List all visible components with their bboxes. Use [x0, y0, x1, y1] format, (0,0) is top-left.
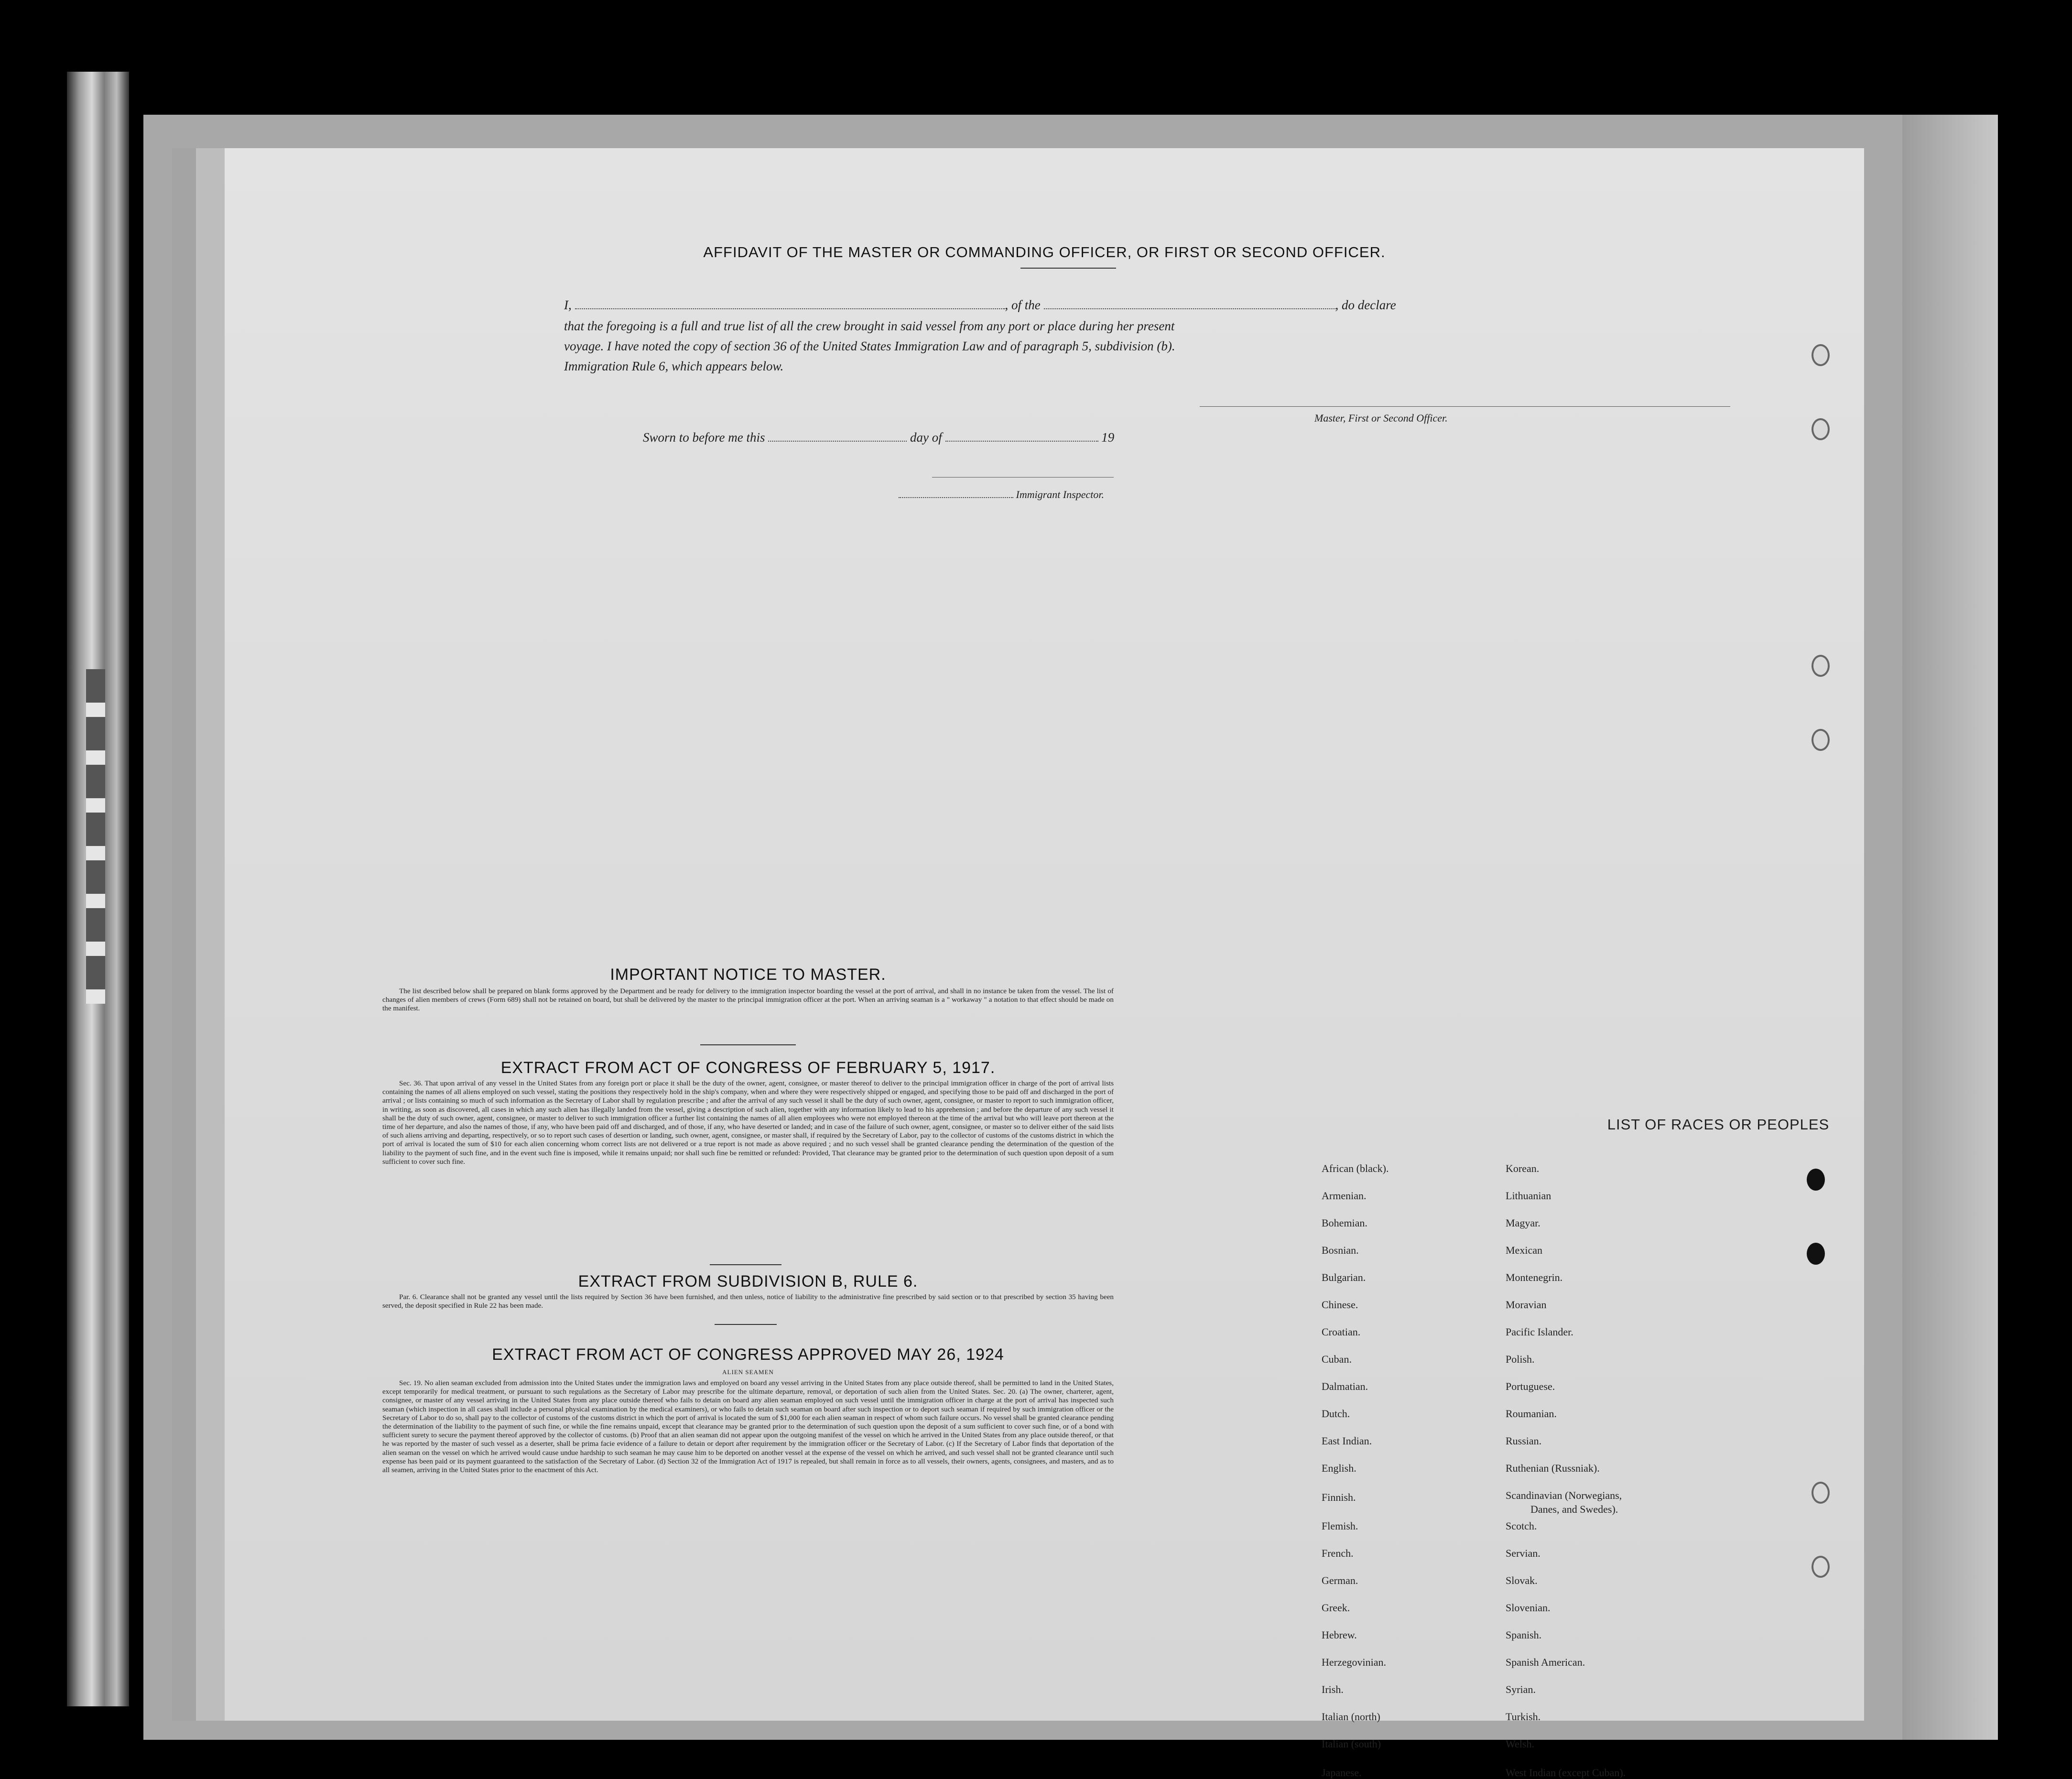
race-item: Spanish American. — [1506, 1656, 1585, 1668]
race-item-continued: Danes, and Swedes). — [1530, 1503, 1618, 1515]
rule-6-body: Par. 6. Clearance shall not be granted any vessel until the lists required by Section 36 have been furnished, and then unless, notice of liability to the administrative fine prescribed by said section or to that prescribed by section 35 having been served, the deposit specified in Rule 22 has been made. — [382, 1293, 1114, 1310]
race-item: Scotch. — [1506, 1520, 1537, 1532]
punch-hole — [1812, 344, 1830, 366]
notice-body: The list described below shall be prepared on blank forms approved by the Department and be ready for delivery to the immigration inspector boarding the vessel at the port of arrival, and shall in no instance be taken from the vessel. The list of changes of alien members of crews (Form 689) shall not be retained on board, but shall be delivered by the master to the principal immigration officer at the port. When an arriving seaman is a " workaway " a notation to that effect should be made on the manifest. — [382, 987, 1114, 1013]
race-item: Bosnian. — [1322, 1244, 1359, 1256]
race-item: Armenian. — [1322, 1190, 1367, 1202]
extract-1924-title: EXTRACT FROM ACT OF CONGRESS APPROVED MAY 26, 1924 — [492, 1345, 1004, 1364]
race-item: Flemish. — [1322, 1520, 1358, 1532]
race-item: African (black). — [1322, 1162, 1389, 1174]
race-item: Italian (north) — [1322, 1711, 1380, 1723]
race-item: Welsh. — [1506, 1738, 1534, 1750]
extract-1917-title: EXTRACT FROM ACT OF CONGRESS OF FEBRUARY 5, 1917. — [500, 1059, 996, 1077]
race-item: Croatian. — [1322, 1326, 1361, 1338]
extract-1917-body: Sec. 36. That upon arrival of any vessel in the United States from any foreign port or place it shall be the duty of the owner, agent, consignee, or master thereof to deliver to the principal immigration officer in charge of the port of arrival lists containing the names of all aliens employed on such vessel, stating the positions they respectively hold in the ship's company, when and where they were respectively shipped or engaged, and specifying those to be paid off and discharged in the port of arrival ; or lists containing so much of such information as the Secretary of Labor shall by regulation prescribe ; and after the arrival of any such vessel it shall be the duty of such owner, agent, consignee, or master to report to such immigration officer, in writing, as soon as discovered, all cases in which any such alien has illegally landed from the vessel, giving a description of such alien, together with any information likely to lead to his apprehension ; and before the departure of any such vessel it shall be the duty of such owner, agent, consignee, or master to deliver to such immigration officer a further list containing the names of all alien employees who were not employed thereon at the time of the arrival but who will leave port thereon at the time of her departure, and also the names of those, if any, who have been paid off and discharged, and of those, if any, who have deserted or landed; and in case of the failure of such owner, agent, consignee, or master so to deliver either of the said lists of such aliens arriving and departing, respectively, or so to report such cases of desertion or landing, such owner, agent, consignee, or master shall, if required by the Secretary of Labor, pay to the collector of customs of the customs district in which the port of arrival is located the sum of $10 for each alien concerning whom correct lists are not delivered or a true report is not made as above required ; and no such vessel shall be granted clearance pending the determination of the question of the liability to the payment of such fine, and in the event such fine is imposed, while it remains unpaid; nor shall such fine be remitted or refunded: Provided, That clearance may be granted prior to the determination of such question upon deposit of a sum sufficient to cover such fine. — [382, 1079, 1114, 1166]
punch-hole — [1812, 655, 1830, 677]
punch-hole — [1807, 1169, 1825, 1191]
officer-name-blank — [575, 308, 1005, 309]
declare-prefix: I, — [564, 298, 572, 312]
race-item: Cuban. — [1322, 1353, 1352, 1365]
affidavit-line-1 — [564, 295, 1745, 315]
race-item: Syrian. — [1506, 1683, 1536, 1695]
binder-strip — [67, 72, 129, 1706]
inspector-blank — [899, 497, 1013, 498]
race-item: Bohemian. — [1322, 1217, 1367, 1229]
race-item: Greek. — [1322, 1602, 1350, 1614]
extract-1917-rule — [710, 1264, 781, 1265]
rule-6-title: EXTRACT FROM SUBDIVISION B, RULE 6. — [578, 1272, 918, 1291]
extract-1924-subtitle: ALIEN SEAMEN — [722, 1368, 774, 1376]
race-item: Bulgarian. — [1322, 1271, 1366, 1283]
sworn-day-blank — [768, 441, 907, 442]
race-item: Polish. — [1506, 1353, 1535, 1365]
signature-line — [1200, 406, 1730, 407]
race-item: Dalmatian. — [1322, 1380, 1368, 1392]
race-item: Italian (south) — [1322, 1738, 1381, 1750]
extract-1924-body: Sec. 19. No alien seaman excluded from admission into the United States under the immigration laws and employed on board any vessel arriving in the United States from any place outside thereof, shall be permitted to land in the United States, except temporarily for medical treatment, or pursuant to such regulations as the Secretary of Labor may prescribe for the ultimate departure, removal, or deportation of such alien from the United States. Sec. 20. (a) The owner, charterer, agent, consignee, or master of any vessel arriving in the United States from any place outside thereof who fails to detain on board any alien seaman employed on such vessel until the immigration officer in charge at the port of arrival has inspected such seaman (which inspection in all cases shall include a personal physical examination by the medical examiners), or who fails to detain such seaman on board after such inspection or to deport such seaman if required by such immigration officer or the Secretary of Labor to do so, shall pay to the collector of customs of the customs district in which the port of arrival is located the sum of $1,000 for each alien seaman in respect of whom such failure occurs. No vessel shall be granted clearance pending the determination of the liability to the payment of such fine, or while the fine remains unpaid, except that clearance may be granted prior to the determination of such question upon the deposit of a sum sufficient to cover such fine, or of a bond with sufficient surety to secure the payment thereof approved by the collector of customs. (b) Proof that an alien seaman did not appear upon the outgoing manifest of the vessel on which he arrived in the United States from any place outside thereof, or that he was reported by the master of such vessel as a deserter, shall be prima facie evidence of a failure to detain or deport after requirement by the immigration officer or the Secretary of Labor. (c) If the Secretary of Labor finds that deportation of the alien seaman on the vessel on which he arrived would cause undue hardship to such seaman he may cause him to be deported on another vessel at the expense of the vessel on which he arrived, and such vessel shall not be granted clearance until such expense has been paid or its payment guaranteed to the satisfaction of the Secretary of Labor. (d) Section 32 of the Immigration Act of 1917 is repealed, but shall remain in force as to all vessels, their owners, agents, consignees, and masters, and as to all seamen, arriving in the United States prior to the enactment of this Act. — [382, 1379, 1114, 1475]
affidavit-title: AFFIDAVIT OF THE MASTER OR COMMANDING OFFICER, OR FIRST OR SECOND OFFICER. — [703, 244, 1386, 260]
race-item: Scandinavian (Norwegians, — [1506, 1489, 1622, 1501]
document-page — [225, 148, 1864, 1779]
race-item: Herzegovinian. — [1322, 1656, 1386, 1668]
race-item: East Indian. — [1322, 1435, 1372, 1447]
notice-title: IMPORTANT NOTICE TO MASTER. — [610, 965, 886, 984]
race-item: English. — [1322, 1462, 1356, 1474]
sworn-year: 19 — [1101, 430, 1115, 445]
declare-suffix: , do declare — [1335, 298, 1396, 312]
signature-label: Master, First or Second Officer. — [1314, 412, 1448, 424]
vessel-name-blank — [1044, 308, 1335, 309]
race-item: Roumanian. — [1506, 1408, 1557, 1420]
punch-hole — [1807, 1243, 1825, 1265]
race-item: West Indian (except Cuban). — [1506, 1767, 1626, 1779]
race-item: Irish. — [1322, 1683, 1344, 1695]
race-item: French. — [1322, 1547, 1354, 1559]
affidavit-line-4: Immigration Rule 6, which appears below. — [564, 359, 784, 373]
race-item: Russian. — [1506, 1435, 1542, 1447]
punch-hole — [1812, 729, 1830, 751]
affidavit-line-2: that the foregoing is a full and true list of all the crew brought in said vessel from any port or place during her present — [564, 319, 1175, 333]
race-item: Pacific Islander. — [1506, 1326, 1573, 1338]
race-item: Hebrew. — [1322, 1629, 1357, 1641]
race-item: Spanish. — [1506, 1629, 1542, 1641]
race-item: German. — [1322, 1574, 1358, 1586]
race-item: Turkish. — [1506, 1711, 1541, 1723]
race-item: Japanese. — [1322, 1767, 1362, 1779]
race-item: Ruthenian (Russniak). — [1506, 1462, 1600, 1474]
race-item: Moravian — [1506, 1299, 1547, 1311]
race-item: Slovak. — [1506, 1574, 1538, 1586]
sworn-month-blank — [945, 441, 1098, 442]
title-rule — [1020, 268, 1116, 269]
race-item: Magyar. — [1506, 1217, 1540, 1229]
race-item: Dutch. — [1322, 1408, 1350, 1420]
race-item: Portuguese. — [1506, 1380, 1555, 1392]
sworn-line — [643, 428, 1114, 447]
race-item: Korean. — [1506, 1162, 1540, 1174]
race-item: Montenegrin. — [1506, 1271, 1563, 1283]
races-title: LIST OF RACES OR PEOPLES — [1607, 1116, 1830, 1133]
race-item: Chinese. — [1322, 1299, 1358, 1311]
inspector-label: Immigrant Inspector. — [1016, 488, 1105, 500]
declare-middle: , of the — [1005, 298, 1041, 312]
punch-hole — [1812, 418, 1830, 440]
race-item: Lithuanian — [1506, 1190, 1551, 1202]
race-item: Finnish. — [1322, 1491, 1356, 1503]
affidavit-line-3: voyage. I have noted the copy of section 36 of the United States Immigration Law and of paragraph 5, subdivision (b). — [564, 339, 1175, 353]
punch-hole — [1812, 1482, 1830, 1504]
inspector-line — [899, 485, 1104, 504]
sworn-prefix: Sworn to before me this — [643, 430, 765, 445]
race-item: Slovenian. — [1506, 1602, 1551, 1614]
race-item: Servian. — [1506, 1547, 1540, 1559]
notice-rule — [700, 1044, 796, 1045]
sworn-day-label: day of — [910, 430, 942, 445]
punch-hole — [1812, 1556, 1830, 1578]
race-item: Mexican — [1506, 1244, 1542, 1256]
rule-6-rule — [715, 1324, 777, 1325]
